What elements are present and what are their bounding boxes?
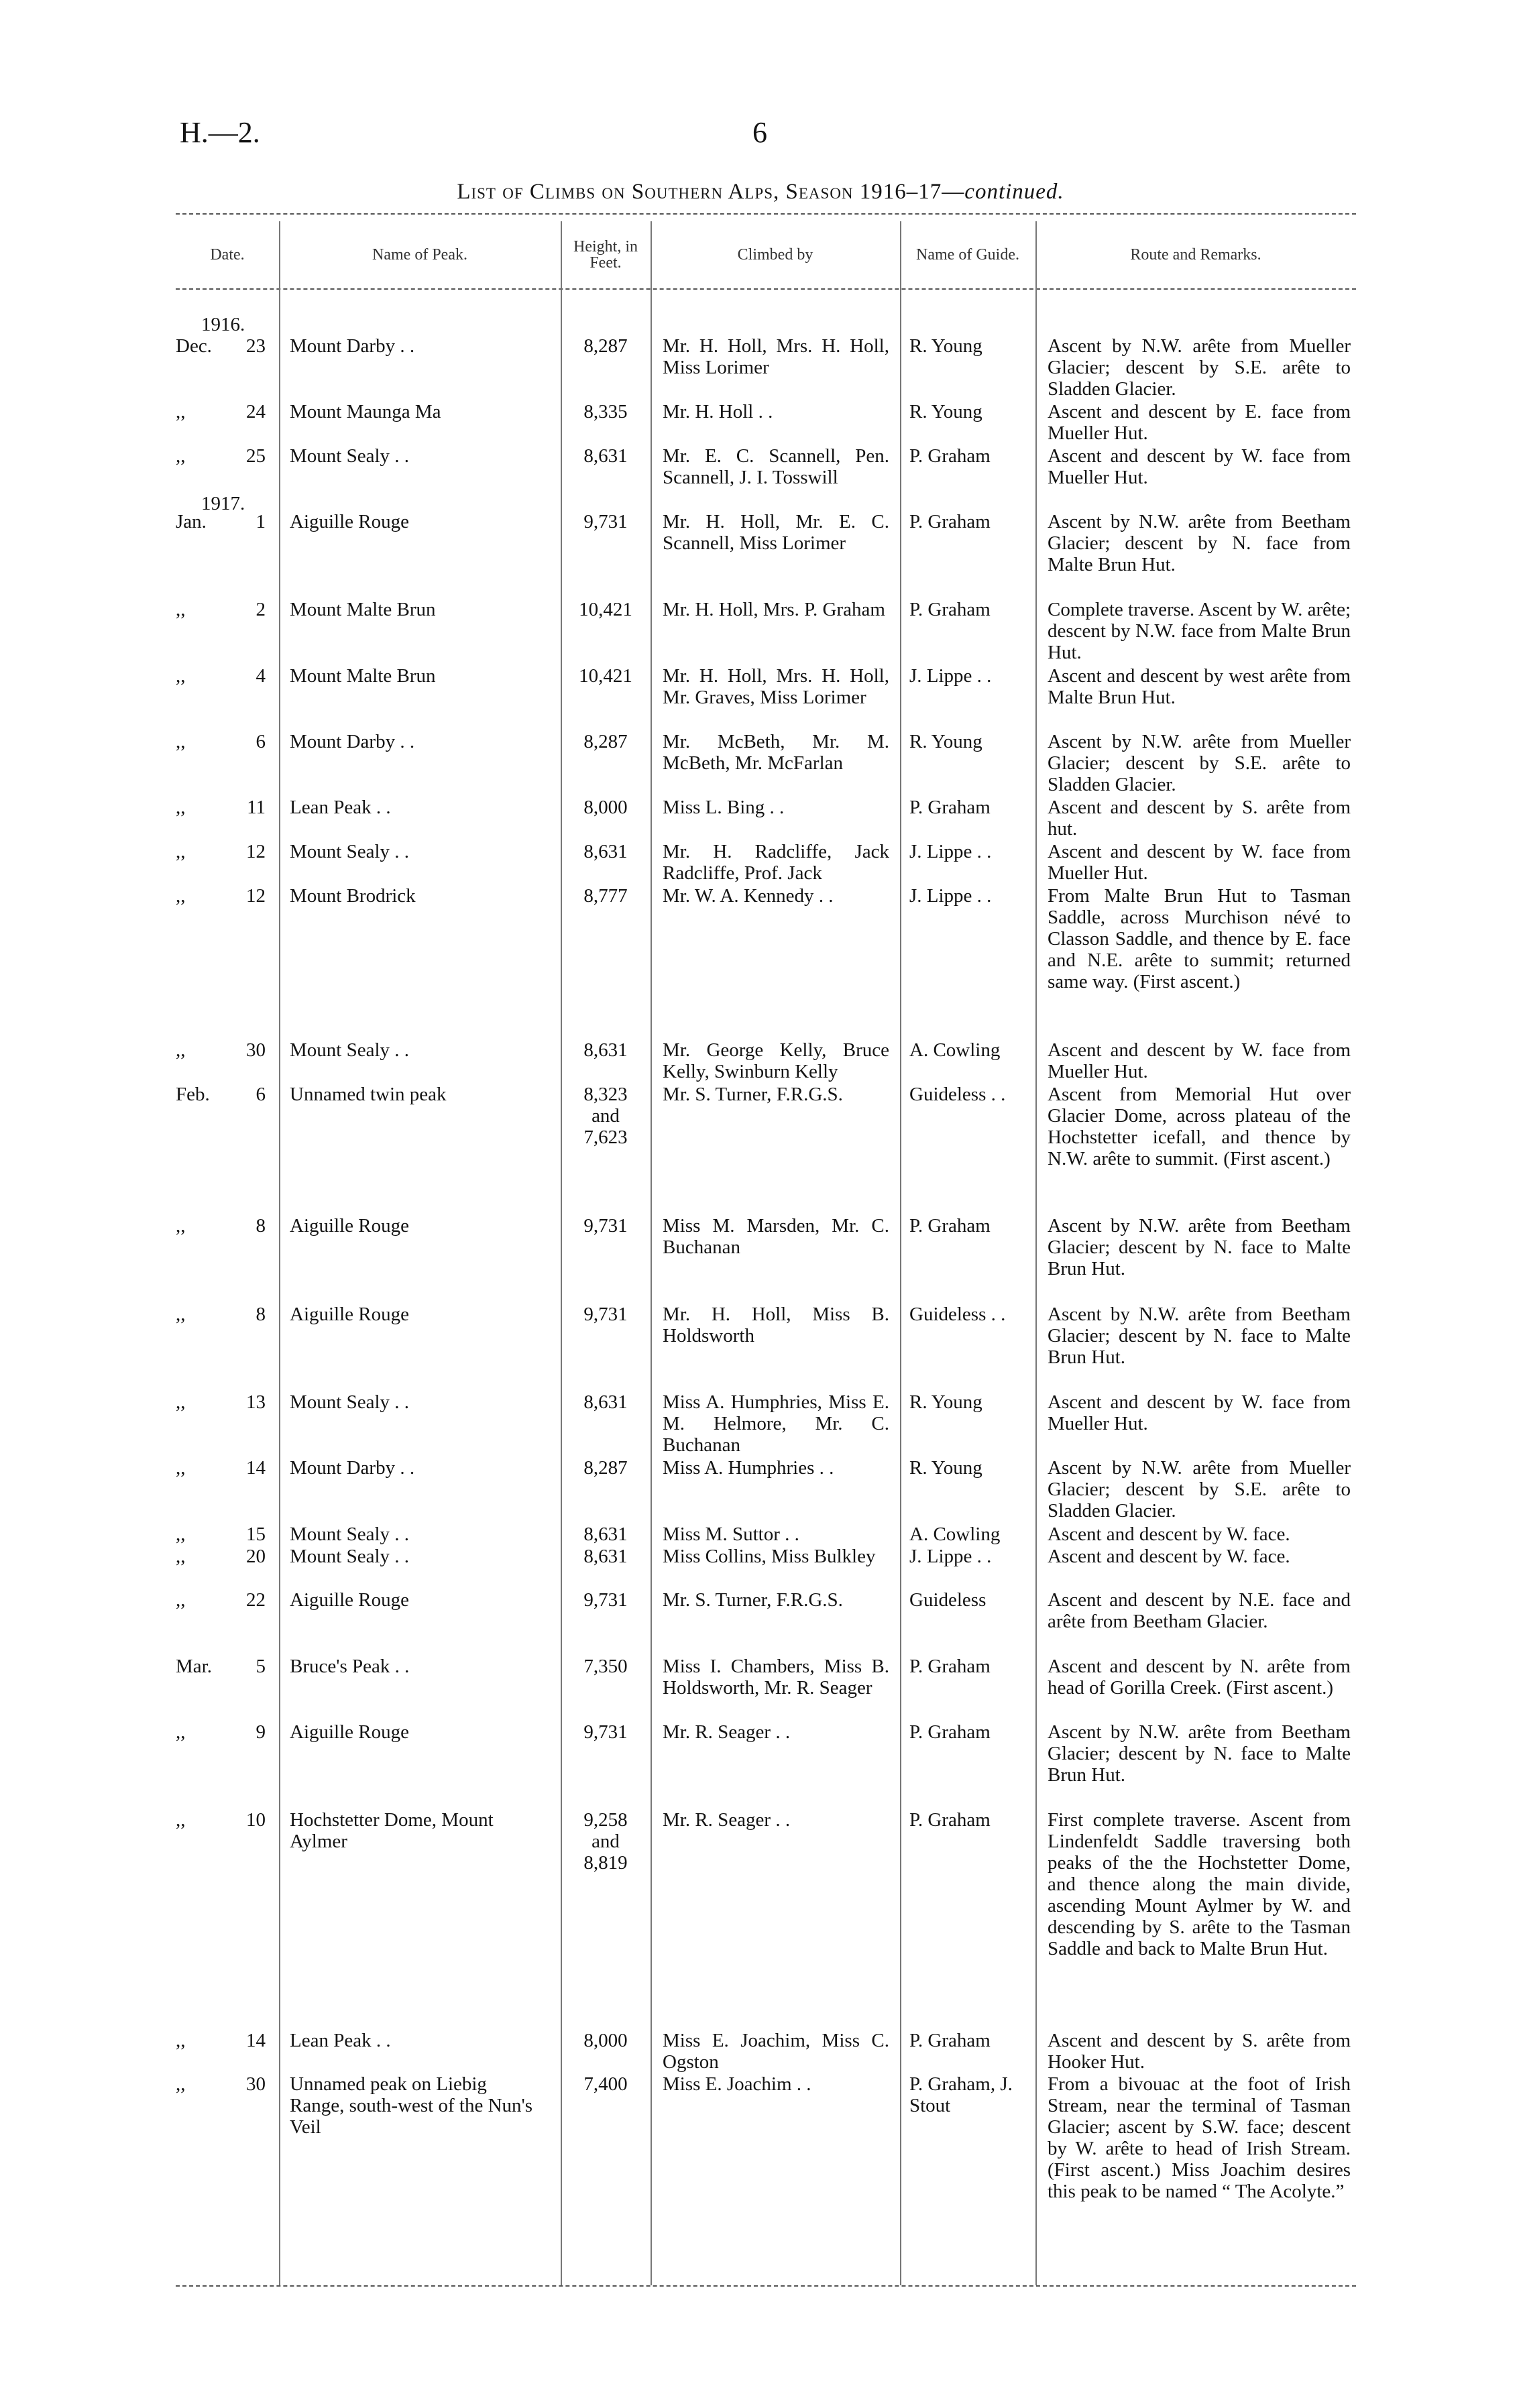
height-feet: 7,350 (583, 1656, 628, 1677)
date-month: ,, (176, 445, 186, 467)
guide-name: R. Young (909, 335, 982, 357)
climbed-by: Mr. H. Holl, Mr. E. C. Scannell, Miss Lorimer (663, 511, 889, 554)
table-rule-bottom (176, 2285, 1356, 2287)
peak-name: Aiguille Rouge (290, 1215, 410, 1237)
table-title (0, 180, 1521, 205)
peak-name: Mount Sealy . . (290, 1391, 410, 1413)
climbed-by: Miss A. Humphries . . (663, 1457, 834, 1479)
route-remarks: Ascent by N.W. arête from Beetham Glacier; descent by N. face to Malte Brun Hut. (1048, 1304, 1351, 1368)
peak-name: Unnamed peak on Liebig Range, south-west of the Nun's Veil (290, 2073, 533, 2138)
climbed-by: Mr. R. Seager . . (663, 1809, 791, 1831)
date-day: 12 (246, 885, 266, 907)
route-remarks: Ascent by N.W. arête from Beetham Glacier; descent by N. face to Malte Brun Hut. (1048, 1215, 1351, 1279)
height-feet: 8,631 (583, 1546, 628, 1567)
date-day: 2 (256, 599, 266, 620)
date-month: Mar. (176, 1656, 212, 1677)
date-month: ,, (176, 2030, 186, 2051)
climbed-by: Mr. H. Holl, Mrs. H. Holl, Miss Lorimer (663, 335, 889, 378)
peak-name: Mount Sealy . . (290, 841, 410, 862)
date-month: ,, (176, 1391, 186, 1413)
date-day: 6 (256, 731, 266, 752)
date-month: ,, (176, 665, 186, 687)
date-day: 30 (246, 1039, 266, 1061)
date-day: 23 (246, 335, 266, 357)
date-day: 22 (246, 1589, 266, 1611)
climbed-by: Miss M. Marsden, Mr. C. Buchanan (663, 1215, 889, 1258)
peak-name: Mount Sealy . . (290, 1546, 410, 1567)
peak-name: Lean Peak . . (290, 2030, 391, 2051)
column-header-remarks: Route and Remarks. (1130, 246, 1261, 264)
document-reference: H.—2. (180, 116, 260, 149)
guide-name: P. Graham (909, 599, 991, 620)
guide-name: J. Lippe . . (909, 885, 992, 907)
height-feet: 8,631 (583, 1391, 628, 1413)
climbed-by: Mr. H. Radcliffe, Jack Radcliffe, Prof. Jack (663, 841, 889, 884)
column-header-climbed-by: Climbed by (737, 246, 813, 264)
column-divider (651, 221, 652, 2285)
height-feet: 9,731 (583, 1721, 628, 1743)
guide-name: J. Lippe . . (909, 1546, 992, 1567)
date-month: ,, (176, 599, 186, 620)
guide-name: P. Graham (909, 445, 991, 467)
date-day: 6 (256, 1084, 266, 1105)
route-remarks: Ascent and descent by W. face from Mueller Hut. (1048, 841, 1351, 884)
climbed-by: Mr. H. Holl . . (663, 401, 773, 422)
peak-name: Mount Sealy . . (290, 1039, 410, 1061)
climbed-by: Miss Collins, Miss Bulkley (663, 1546, 876, 1567)
climbed-by: Miss E. Joachim, Miss C. Ogston (663, 2030, 889, 2073)
route-remarks: Ascent and descent by N.E. face and arête from Beetham Glacier. (1048, 1589, 1351, 1632)
guide-name: R. Young (909, 731, 982, 752)
height-feet: 8,287 (583, 731, 628, 752)
guide-name: J. Lippe . . (909, 841, 992, 862)
height-feet: 8,000 (583, 797, 628, 818)
route-remarks: Ascent from Memorial Hut over Glacier Dome, across plateau of the Hochstetter icefall, and thence by N.W. arête to summit. (First ascent.) (1048, 1084, 1351, 1169)
date-month: ,, (176, 1524, 186, 1545)
height-feet: 8,631 (583, 1524, 628, 1545)
guide-name: A. Cowling (909, 1039, 1001, 1061)
peak-name: Bruce's Peak . . (290, 1656, 410, 1677)
date-month: Feb. (176, 1084, 210, 1105)
date-day: 8 (256, 1215, 266, 1237)
route-remarks: Ascent and descent by W. face from Mueller Hut. (1048, 1391, 1351, 1434)
route-remarks: Ascent by N.W. arête from Mueller Glacier; descent by S.E. arête to Sladden Glacier. (1048, 731, 1351, 795)
route-remarks: Ascent and descent by S. arête from hut. (1048, 797, 1351, 840)
date-day: 1 (256, 511, 266, 532)
title-main: List of Climbs on Southern Alps, Season 1916–17— (457, 180, 965, 204)
header-rule-top (176, 213, 1356, 215)
route-remarks: Ascent and descent by S. arête from Hooker Hut. (1048, 2030, 1351, 2073)
height-feet: 8,631 (583, 841, 628, 862)
peak-name: Mount Brodrick (290, 885, 416, 907)
peak-name: Mount Sealy . . (290, 1524, 410, 1545)
climbed-by: Mr. H. Holl, Mrs. P. Graham (663, 599, 885, 620)
height-feet: 9,731 (583, 1215, 628, 1237)
date-day: 24 (246, 401, 266, 422)
page-number: 6 (752, 116, 767, 149)
year-label: 1916. (201, 314, 245, 335)
guide-name: P. Graham (909, 1215, 991, 1237)
date-day: 14 (246, 2030, 266, 2051)
peak-name: Aiguille Rouge (290, 1589, 410, 1611)
date-month: ,, (176, 1809, 186, 1831)
peak-name: Mount Malte Brun (290, 665, 436, 687)
guide-name: Guideless (909, 1589, 987, 1611)
route-remarks: Ascent and descent by west arête from Malte Brun Hut. (1048, 665, 1351, 708)
height-feet: 8,287 (583, 335, 628, 357)
date-day: 30 (246, 2073, 266, 2095)
climbed-by: Mr. S. Turner, F.R.G.S. (663, 1589, 843, 1611)
route-remarks: First complete traverse. Ascent from Lindenfeldt Saddle traversing both peaks of the the Hochstetter Dome, and thence along the main divide, ascending Mount Aylmer by W. and descending by S. arête to the Tasman Saddle and back to Malte Brun Hut. (1048, 1809, 1351, 1959)
guide-name: R. Young (909, 1457, 982, 1479)
peak-name: Lean Peak . . (290, 797, 391, 818)
column-divider (900, 221, 901, 2285)
date-month: ,, (176, 2073, 186, 2095)
climbed-by: Miss I. Chambers, Miss B. Holdsworth, Mr. R. Seager (663, 1656, 889, 1699)
column-divider (561, 221, 562, 2285)
climbed-by: Mr. McBeth, Mr. M. McBeth, Mr. McFarlan (663, 731, 889, 774)
climbed-by: Mr. R. Seager . . (663, 1721, 791, 1743)
climbed-by: Mr. H. Holl, Mrs. H. Holl, Mr. Graves, Miss Lorimer (663, 665, 889, 708)
date-month: ,, (176, 1721, 186, 1743)
route-remarks: Ascent and descent by W. face from Mueller Hut. (1048, 445, 1351, 488)
peak-name: Aiguille Rouge (290, 511, 410, 532)
date-month: ,, (176, 1589, 186, 1611)
date-day: 12 (246, 841, 266, 862)
route-remarks: From a bivouac at the foot of Irish Stream, near the terminal of Tasman Glacier; ascent by S.W. face; descent by W. arête to head of Irish Stream. (First ascent.) Miss Joachim desires this peak to be named “ The Acolyte.” (1048, 2073, 1351, 2202)
column-header-date: Date. (210, 246, 245, 264)
guide-name: Guideless . . (909, 1304, 1006, 1325)
climbed-by: Mr. E. C. Scannell, Pen. Scannell, J. I. Tosswill (663, 445, 889, 488)
column-divider (279, 221, 280, 2285)
guide-name: R. Young (909, 401, 982, 422)
peak-name: Hochstetter Dome, Mount Aylmer (290, 1809, 494, 1852)
climbed-by: Mr. H. Holl, Miss B. Holdsworth (663, 1304, 889, 1346)
peak-name: Aiguille Rouge (290, 1721, 410, 1743)
route-remarks: Ascent and descent by W. face from Mueller Hut. (1048, 1039, 1351, 1082)
route-remarks: From Malte Brun Hut to Tasman Saddle, across Murchison névé to Classon Saddle, and thence by E. face and N.E. arête to summit; returned same way. (First ascent.) (1048, 885, 1351, 992)
header-rule-bottom (176, 288, 1356, 290)
date-day: 9 (256, 1721, 266, 1743)
date-month: ,, (176, 401, 186, 422)
date-month: ,, (176, 1039, 186, 1061)
guide-name: A. Cowling (909, 1524, 1001, 1545)
date-month: ,, (176, 797, 186, 818)
title-continued: continued. (964, 180, 1064, 204)
peak-name: Mount Darby . . (290, 1457, 415, 1479)
guide-name: P. Graham (909, 1721, 991, 1743)
route-remarks: Ascent by N.W. arête from Mueller Glacier; descent by S.E. arête to Sladden Glacier. (1048, 1457, 1351, 1522)
peak-name: Mount Malte Brun (290, 599, 436, 620)
date-day: 15 (246, 1524, 266, 1545)
height-feet: 8,323 and 7,623 (583, 1084, 628, 1148)
guide-name: P. Graham (909, 1809, 991, 1831)
date-month: ,, (176, 1215, 186, 1237)
route-remarks: Ascent and descent by W. face. (1048, 1524, 1290, 1545)
climbed-by: Miss A. Humphries, Miss E. M. Helmore, Mr. C. Buchanan (663, 1391, 889, 1456)
height-feet: 9,258 and 8,819 (583, 1809, 628, 1874)
peak-name: Unnamed twin peak (290, 1084, 447, 1105)
year-label: 1917. (201, 493, 245, 514)
climbed-by: Mr. George Kelly, Bruce Kelly, Swinburn Kelly (663, 1039, 889, 1082)
climbed-by: Mr. W. A. Kennedy . . (663, 885, 834, 907)
height-feet: 10,421 (579, 599, 632, 620)
route-remarks: Ascent by N.W. arête from Beetham Glacier; descent by N. face from Malte Brun Hut. (1048, 511, 1351, 575)
peak-name: Mount Maunga Ma (290, 401, 441, 422)
height-feet: 9,731 (583, 1304, 628, 1325)
height-feet: 9,731 (583, 1589, 628, 1611)
climbed-by: Miss E. Joachim . . (663, 2073, 811, 2095)
height-feet: 10,421 (579, 665, 632, 687)
route-remarks: Ascent by N.W. arête from Beetham Glacier; descent by N. face to Malte Brun Hut. (1048, 1721, 1351, 1786)
page-header (0, 115, 1521, 156)
guide-name: P. Graham (909, 797, 991, 818)
route-remarks: Ascent and descent by W. face. (1048, 1546, 1290, 1567)
guide-name: P. Graham (909, 1656, 991, 1677)
peak-name: Aiguille Rouge (290, 1304, 410, 1325)
date-month: ,, (176, 885, 186, 907)
date-day: 10 (246, 1809, 266, 1831)
route-remarks: Ascent by N.W. arête from Mueller Glacier; descent by S.E. arête to Sladden Glacier. (1048, 335, 1351, 400)
height-feet: 8,631 (583, 1039, 628, 1061)
height-feet: 8,631 (583, 445, 628, 467)
guide-name: P. Graham (909, 511, 991, 532)
climbed-by: Miss M. Suttor . . (663, 1524, 799, 1545)
height-feet: 8,000 (583, 2030, 628, 2051)
date-month: Dec. (176, 335, 212, 357)
column-header-height: Height, in Feet. (573, 238, 638, 272)
guide-name: P. Graham (909, 2030, 991, 2051)
guide-name: J. Lippe . . (909, 665, 992, 687)
date-month: ,, (176, 1457, 186, 1479)
guide-name: Guideless . . (909, 1084, 1006, 1105)
height-feet: 8,335 (583, 401, 628, 422)
route-remarks: Ascent and descent by E. face from Mueller Hut. (1048, 401, 1351, 444)
date-month: ,, (176, 841, 186, 862)
date-day: 5 (256, 1656, 266, 1677)
date-month: Jan. (176, 511, 207, 532)
route-remarks: Ascent and descent by N. arête from head of Gorilla Creek. (First ascent.) (1048, 1656, 1351, 1699)
column-header-peak: Name of Peak. (372, 246, 467, 264)
date-month: ,, (176, 1304, 186, 1325)
climbed-by: Mr. S. Turner, F.R.G.S. (663, 1084, 843, 1105)
height-feet: 8,777 (583, 885, 628, 907)
date-day: 8 (256, 1304, 266, 1325)
column-header-guide: Name of Guide. (916, 246, 1019, 264)
date-day: 4 (256, 665, 266, 687)
guide-name: P. Graham, J. Stout (909, 2073, 1013, 2116)
date-day: 20 (246, 1546, 266, 1567)
date-month: ,, (176, 1546, 186, 1567)
date-month: ,, (176, 731, 186, 752)
route-remarks: Complete traverse. Ascent by W. arête; descent by N.W. face from Malte Brun Hut. (1048, 599, 1351, 663)
date-day: 25 (246, 445, 266, 467)
height-feet: 8,287 (583, 1457, 628, 1479)
height-feet: 7,400 (583, 2073, 628, 2095)
height-feet: 9,731 (583, 511, 628, 532)
peak-name: Mount Darby . . (290, 731, 415, 752)
guide-name: R. Young (909, 1391, 982, 1413)
peak-name: Mount Sealy . . (290, 445, 410, 467)
date-day: 13 (246, 1391, 266, 1413)
climbed-by: Miss L. Bing . . (663, 797, 785, 818)
peak-name: Mount Darby . . (290, 335, 415, 357)
date-day: 11 (247, 797, 266, 818)
date-day: 14 (246, 1457, 266, 1479)
